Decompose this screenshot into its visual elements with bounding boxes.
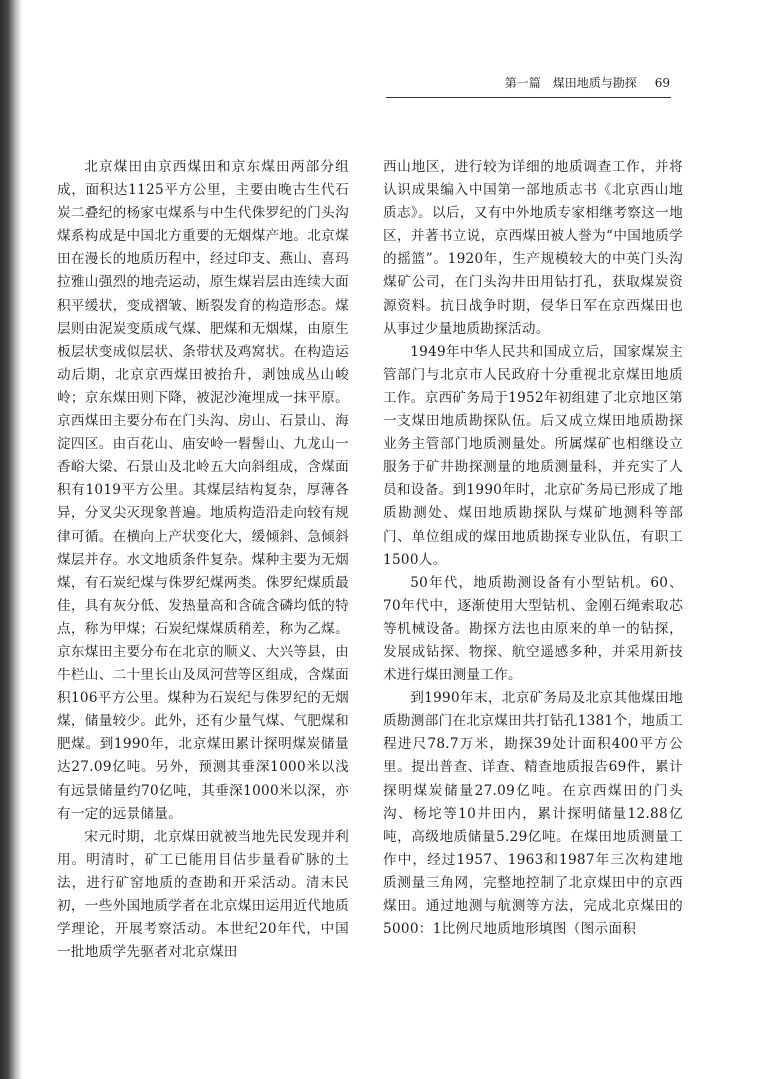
paragraph: 到1990年末，北京矿务局及北京其他煤田地质勘测部门在北京煤田共打钻孔1381个，地质工程进尺78.7万米，勘探39处计面积400平方公里。提出普查、详查、精查地质报告69件，累计探明煤炭储量27.09亿吨。在京西煤田的门头沟、杨坨等10井田内，累计探明储量12.88亿吨，高级地质储量5.29亿吨。在煤田地质测量工作中，经过1957、1963和1987年三次构建地质测量三角网，完整地控制了北京煤田中的京西煤田。通过地测与航测等方法，完成北京煤田的5000：1比例尺地质地形填图（图示面积 <box>383 690 683 938</box>
page-number: 69 <box>654 76 670 90</box>
left-column <box>57 156 349 964</box>
paragraph: 宋元时期，北京煤田就被当地先民发现并利用。明清时，矿工已能用目估步量看矿脉的土法，进行矿窑地质的查勘和开采活动。清末民初，一些外国地质学者在北京煤田运用近代地质学理论，开展考察活动。本世纪20年代，中国一批地质学先驱者对北京煤田 <box>57 828 349 961</box>
running-header <box>400 74 670 94</box>
paragraph: 50年代，地质勘测设备有小型钻机。60、70年代中，逐渐使用大型钻机、金刚石绳索取芯等机械设备。勘探方法也由原来的单一的钻探，发展成钻探、物探、航空遥感多种，并采用新技术进行煤田测量工作。 <box>383 574 683 684</box>
page-gutter-shadow <box>0 0 22 1079</box>
chapter-title: 第一篇 煤田地质与勘探 <box>504 76 637 90</box>
right-column <box>383 156 683 941</box>
paragraph: 北京煤田由京西煤田和京东煤田两部分组成，面积达1125平方公里，主要由晚古生代石炭二叠纪的杨家屯煤系与中生代侏罗纪的门头沟煤系构成是中国北方重要的无烟煤产地。北京煤田在漫长的地质历程中，经过印支、燕山、喜玛拉雅山强烈的地壳运动，原生煤岩层由连续大面积平缓状，变成褶皱、断裂发育的构造形态。煤层则由泥炭变质成气煤、肥煤和无烟煤，由原生板层状变成似层状、条带状及鸡窝状。在构造运动后期，北京京西煤田被抬升，剥蚀成丛山峻岭；京东煤田则下降，被泥沙淹埋成一抹平原。京西煤田主要分布在门头沟、房山、石景山、海淀四区。由百花山、庙安岭一髫髻山、九龙山一香峪大梁、石景山及北岭五大向斜组成，含煤面积有1019平方公里。其煤层结构复杂，厚薄各异，分叉尖灭现象普遍。地质构造沿走向较有规律可循。在横向上产状变化大，缓倾斜、急倾斜煤层并存。水文地质条件复杂。煤种主要为无烟煤，有石炭纪煤与侏罗纪煤两类。侏罗纪煤质最佳，具有灰分低、发热量高和含硫含磷均低的特点，称为甲煤；石炭纪煤煤质稍差，称为乙煤。京东煤田主要分布在北京的顺义、大兴等县，由牛栏山、二十里长山及凤河营等区组成，含煤面积106平方公里。煤种为石炭纪与侏罗纪的无烟煤，储量较少。此外，还有少量气煤、气肥煤和肥煤。到1990年，北京煤田累计探明煤炭储量达27.09亿吨。另外，预测其垂深1000米以浅有远景储量约70亿吨，其垂深1000米以深，亦有一定的远景储量。 <box>57 159 349 822</box>
header-rule <box>386 97 671 98</box>
paragraph-continuation: 西山地区，进行较为详细的地质调查工作，并将认识成果编入中国第一部地质志书《北京西山地质志》。以后，又有中外地质专家相继考察这一地区，并著书立说，京西煤田被人誉为“中国地质学的摇篮”。1920年，生产规模较大的中英门头沟煤矿公司，在门头沟井田用钻打孔，获取煤炭资源资料。抗日战争时期，侵华日军在京西煤田也从事过少量地质勘探活动。 <box>383 159 683 337</box>
paragraph: 1949年中华人民共和国成立后，国家煤炭主管部门与北京市人民政府十分重视北京煤田地质工作。京西矿务局于1952年初组建了北京地区第一支煤田地质勘探队伍。后又成立煤田地质勘探业务主管部门地质测量处。所属煤矿也相继设立服务于矿井勘探测量的地质测量科，并充实了人员和设备。到1990年时，北京矿务局已形成了地质勘测处、煤田地质勘探队与煤矿地测科等部门、单位组成的煤田地质勘探专业队伍，有职工1500人。 <box>383 343 683 568</box>
